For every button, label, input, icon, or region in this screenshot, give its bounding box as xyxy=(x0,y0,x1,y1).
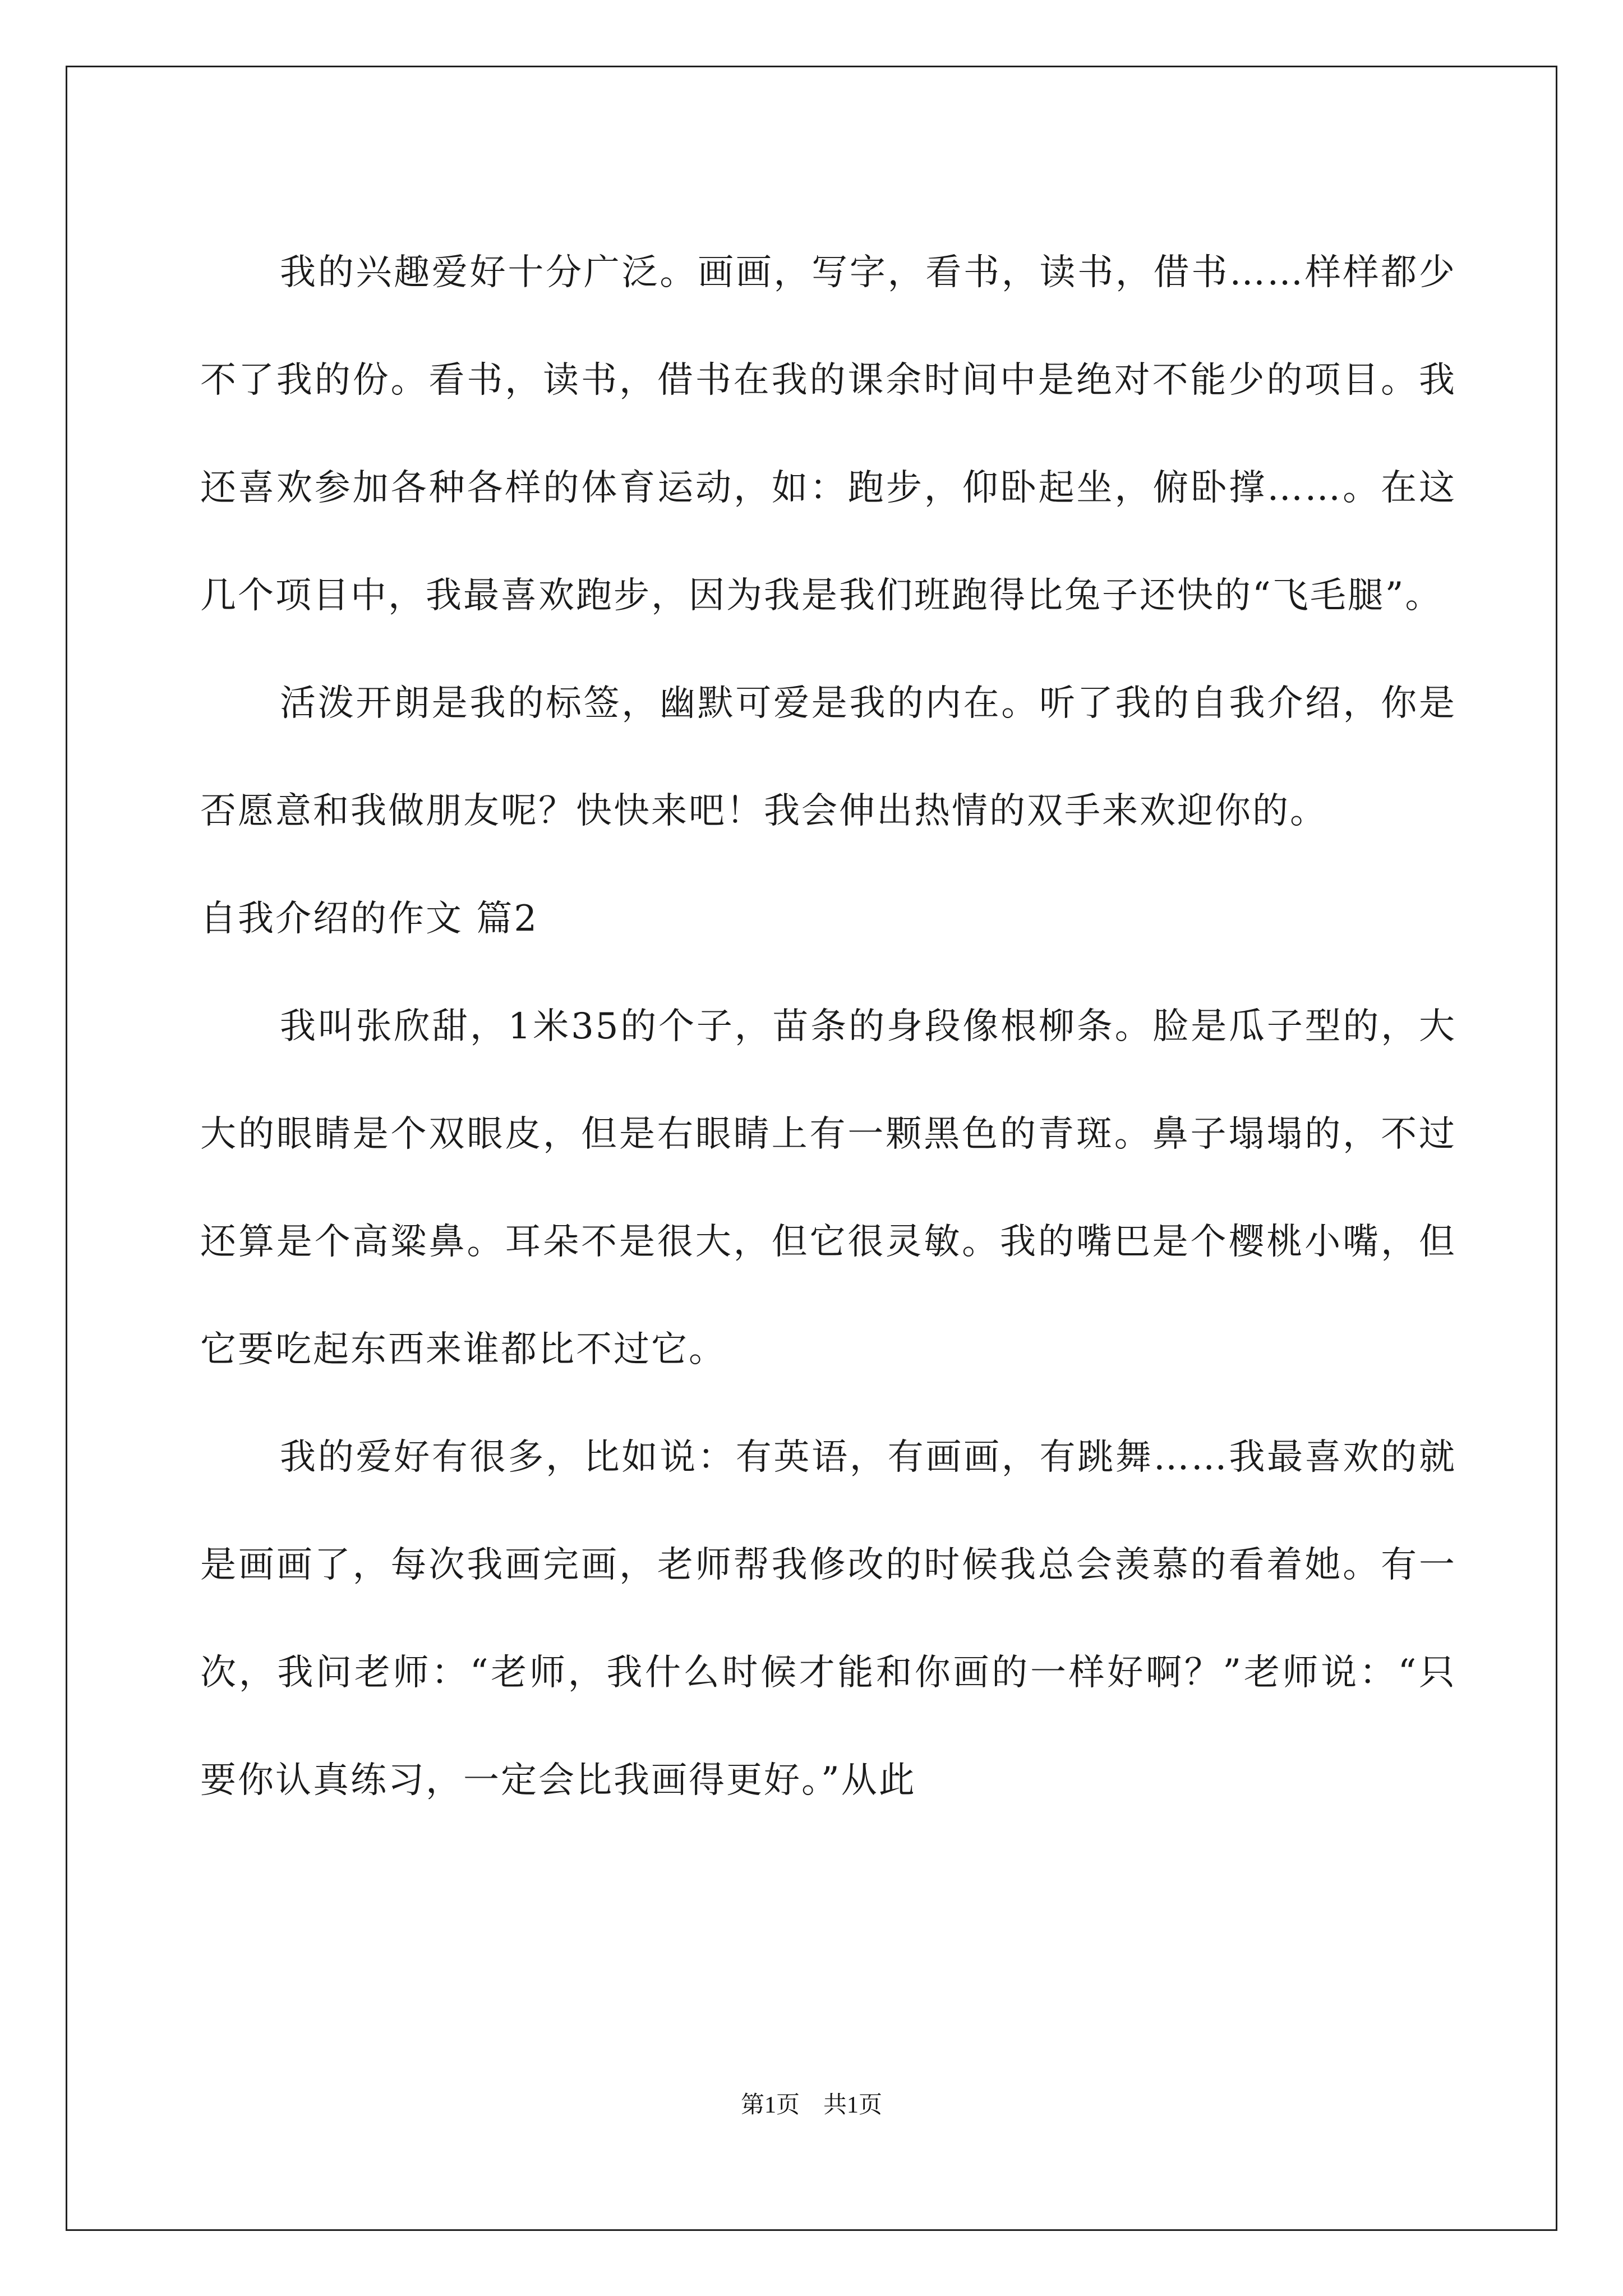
paragraph-hobbies: 我的兴趣爱好十分广泛。画画，写字，看书，读书，借书……样样都少不了我的份。看书，读书，借书在我的课余时间中是绝对不能少的项目。我还喜欢参加各种各样的体育运动，如：跑步，仰卧起坐，俯卧撑……。在这几个项目中，我最喜欢跑步，因为我是我们班跑得比兔子还快的“飞毛腿”。 xyxy=(200,252,1456,616)
paragraph-personality: 活泼开朗是我的标签，幽默可爱是我的内在。听了我的自我介绍，你是否愿意和我做朋友呢？快快来吧！我会伸出热情的双手来欢迎你的。 xyxy=(200,683,1456,832)
paragraph-appearance: 我叫张欣甜，1米35的个子，苗条的身段像根柳条。脸是瓜子型的，大大的眼睛是个双眼皮，但是右眼睛上有一颗黑色的青斑。鼻子塌塌的，不过还算是个高粱鼻。耳朵不是很大，但它很灵敏。我的嘴巴是个樱桃小嘴，但它要吃起东西来谁都比不过它。 xyxy=(200,1006,1456,1370)
document-body xyxy=(200,219,1456,1834)
section-heading: 自我介绍的作文 篇2 xyxy=(200,898,539,940)
page-number-footer: 第1页 共1页 xyxy=(740,2092,882,2118)
paragraph-drawing-hobby: 我的爱好有很多，比如说：有英语，有画画，有跳舞……我最喜欢的就是画画了，每次我画完画，老师帮我修改的时候我总会羡慕的看着她。有一次，我问老师：“老师，我什么时候才能和你画的一样好啊？”老师说：“只要你认真练习，一定会比我画得更好。”从此 xyxy=(200,1437,1456,1801)
